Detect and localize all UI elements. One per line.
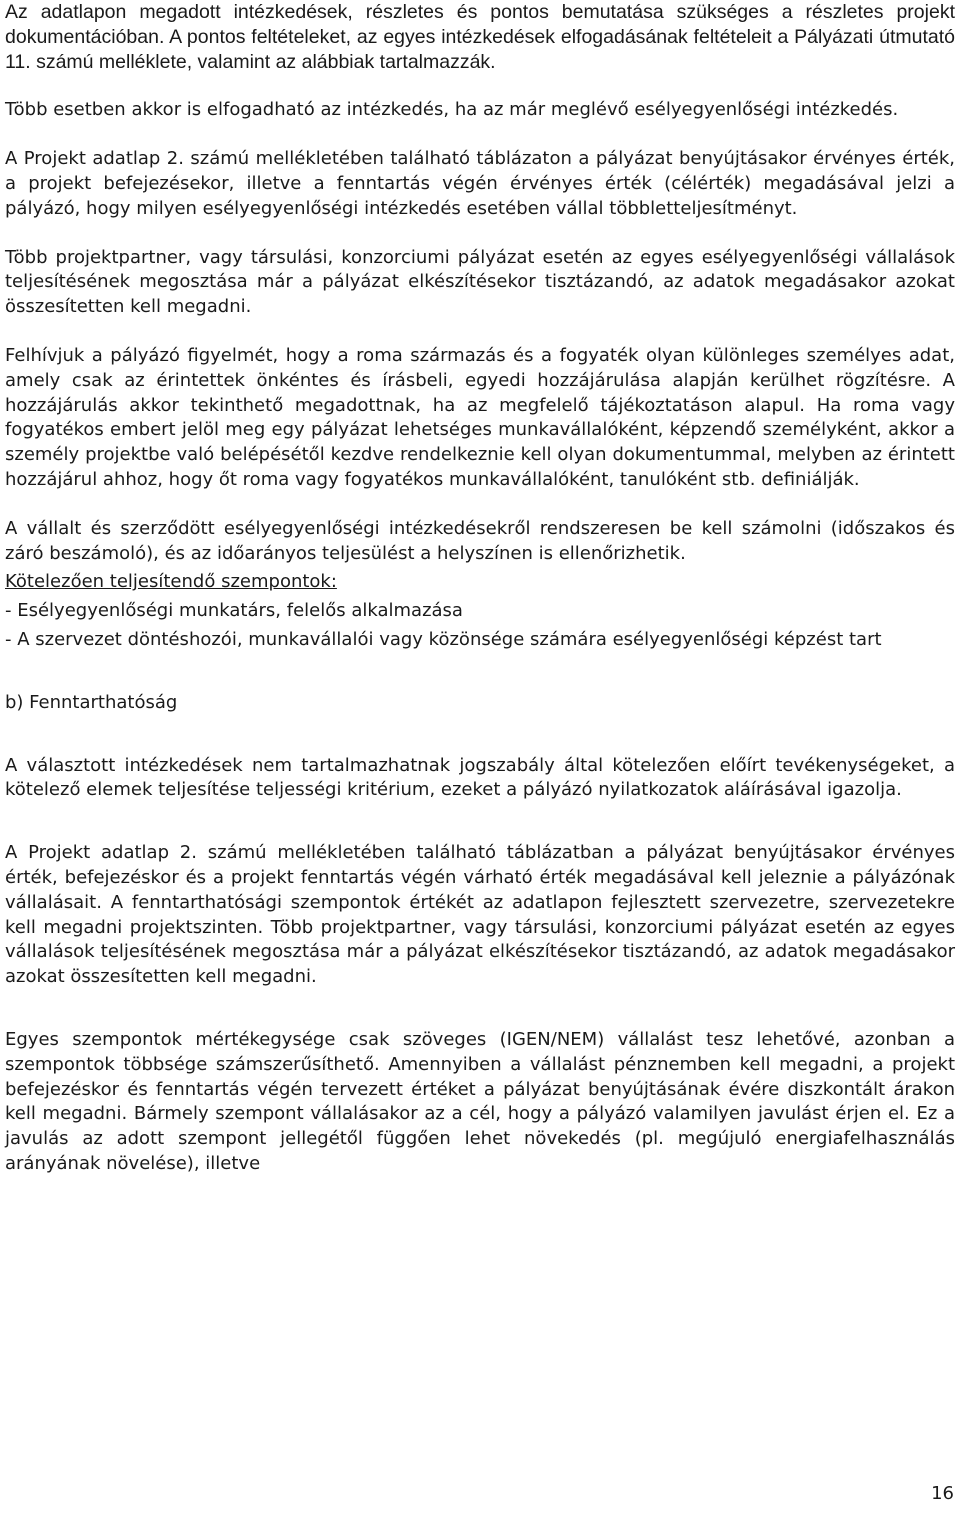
paragraph-existing-measures: Több esetben akkor is elfogadható az intézkedés, ha az már meglévő esélyegyenlőségi intézkedés.: [5, 99, 899, 121]
document-page: [5, 0, 955, 1177]
paragraph-sensitive-data: Felhívjuk a pályázó figyelmét, hogy a roma származás és a fogyaték olyan különleges személyes adat, amely csak az érintettek önkéntes és írásbeli, egyedi hozzájárulása alapján kerülhet rögzítésre. A hozzájárulás akkor tekinthető megadottnak, ha az megfelelő tájékoztatáson alapul. Ha roma vagy fogyatékos embert jelöl meg egy pályázat lehetséges munkavállalóként, képzendő személyként, akkor a személy projektbe való belépésétől kezdve rendelkeznie kell olyan dokumentummal, melyben az érintett hozzájárul ahhoz, hogy őt roma vagy fogyatékos munkavállalóként, tanulóként stb. definiálják.: [5, 344, 955, 490]
page-number: 16: [931, 1483, 954, 1504]
heading-sustainability: b) Fenntarthatóság: [5, 691, 178, 713]
paragraph-intro: Az adatlapon megadott intézkedések, részletes és pontos bemutatása szükséges a részletes projekt dokumentációban. A pontos feltételeket, az egyes intézkedések elfogadásának feltételeit a Pályázati útmutató 11. számú melléklete, valamint az alábbiak tartalmazzák.: [5, 1, 955, 73]
paragraph-project-datasheet: A Projekt adatlap 2. számú mellékletében található táblázaton a pályázat benyújtásakor érvényes érték, a projekt befejezésekor, illetve a fenntartás végén érvényes érték (célérték) megadásával jelzi a pályázó, hogy milyen esélyegyenlőségi intézkedés esetében vállal többletteljesítményt.: [5, 148, 955, 219]
list-item-equal-opportunity-officer: - Esélyegyenlőségi munkatárs, felelős alkalmazása: [5, 600, 463, 622]
paragraph-sustainability-table: A Projekt adatlap 2. számú mellékletében található táblázatban a pályázat benyújtásakor érvényes érték, befejezéskor és a projekt fenntartás végén várható érték megadásával kell jeleznie a pályázónak vállalásait. A fenntarthatósági szempontok értékét az adatlapon fejlesztett szervezetre, szervezetekre kell megadni projektszinten. Több projektpartner, vagy társulási, konzorciumi pályázat esetén az egyes vállalások teljesítésének megosztása már a pályázat elkészítésekor tisztázandó, az adatok megadásakor azokat összesítetten kell megadni.: [5, 842, 955, 988]
paragraph-chosen-measures: A választott intézkedések nem tartalmazhatnak jogszabály által kötelezően előírt tevékenységeket, a kötelező elemek teljesítése teljességi kritérium, ezeket a pályázó nyilatkozatok aláírásával igazolja.: [5, 754, 955, 801]
paragraph-multiple-partners: Több projektpartner, vagy társulási, konzorciumi pályázat esetén az egyes esélyegyenlőségi vállalások teljesítésének megosztása már a pályázat elkészítésekor tisztázandó, az adatok megadásakor azokat összesítetten kell megadni.: [5, 246, 955, 318]
list-item-training: - A szervezet döntéshozói, munkavállalói vagy közönsége számára esélyegyenlőségi képzést tart: [5, 628, 882, 650]
paragraph-units-of-measure: Egyes szempontok mértékegysége csak szöveges (IGEN/NEM) vállalást tesz lehetővé, azonban a szempontok többsége számszerűsíthető. Amennyiben a vállalást pénznemben kell megadni, a projekt befejezéskor és fenntartás végén tervezett értéket a pályázat benyújtásának évére diszkontált árakon kell megadni. Bármely szempont vállalásakor az a cél, hogy a pályázó valamilyen javulást érjen el. Ez a javulás az adott szempont jellegétől függően lehet növekedés (pl. megújuló energiafelhasználás arányának növelése), illetve: [5, 1028, 955, 1174]
heading-mandatory-criteria: Kötelezően teljesítendő szempontok:: [5, 571, 337, 593]
paragraph-reporting: A vállalt és szerződött esélyegyenlőségi intézkedésekről rendszeresen be kell számolni (időszakos és záró beszámoló), és az időarányos teljesülést a helyszínen is ellenőrizhetik.: [5, 517, 955, 564]
